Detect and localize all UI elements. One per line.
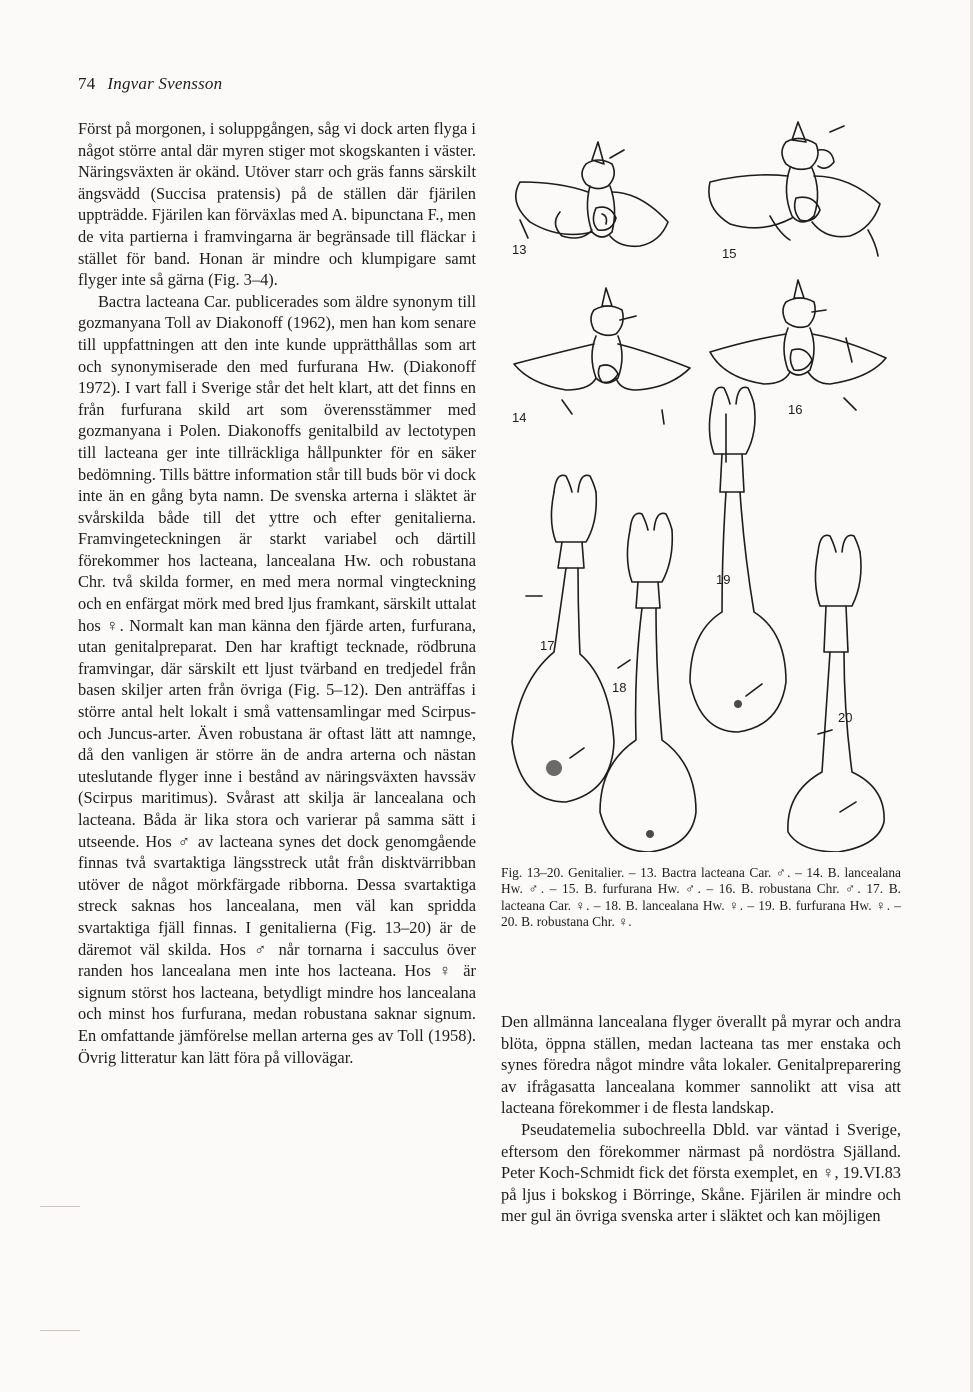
figure-label-20: 20	[838, 710, 853, 725]
genitalia-figure	[500, 112, 900, 852]
paragraph: Pseudatemelia subochreella Dbld. var väntad i Sverige, eftersom den förekommer närmast på nordöstra Själland. Peter Koch-Schmidt fick det första exemplet, en ♀, 19.VI.83 på ljus i bokskog i Börringe, Skåne. Fjärilen är mindre och mer gul än övriga svenska arter i släktet och kan möjligen	[501, 1119, 901, 1226]
left-column	[78, 118, 476, 1068]
right-column	[501, 1011, 901, 1227]
genitalia-drawings	[500, 112, 900, 852]
figure-15-drawing	[709, 122, 880, 256]
figure-label-15: 15	[722, 246, 737, 261]
page-number: 74	[78, 74, 96, 93]
figure-label-18: 18	[612, 680, 627, 695]
paragraph: Först på morgonen, i soluppgången, såg vi dock arten flyga i något större antal där myren stiger mot skogskanten i väster. Näringsväxten är okänd. Utöver starr och gräs fanns särskilt ängsvädd (Succisa pratensis) på de ställen där fjärilen uppträdde. Fjärilen kan förväxlas med A. bipunctana F., men de vita partierna i framvingarna är begränsade till fläckar i stället för band. Honan är mindre och klumpigare samt flyger inte så gärna (Fig. 3–4).	[78, 119, 476, 290]
running-header	[78, 74, 222, 94]
figure-label-16: 16	[788, 402, 803, 417]
margin-mark	[40, 1206, 80, 1207]
figure-label-19: 19	[716, 572, 731, 587]
margin-mark	[40, 1330, 80, 1331]
figure-label-17: 17	[540, 638, 555, 653]
author-name: Ingvar Svensson	[107, 74, 223, 93]
paragraph: Bactra lacteana Car. publicerades som äldre synonym till gozmanyana Toll av Diakonoff (1962), men han kom senare till uppfattningen att den inte kunde upprätthållas som art och synonymiserade den med furfurana Hw. (Diakonoff 1972). I vart fall i Sverige står det helt klart, att det finns en från furfurana skild art som överensstämmer med gozmanyana i Polen. Diakonoffs genitalbild av lectotypen till lacteana ger inte tillräckliga hållpunkter för en säker bedömning. Tills bättre information står till buds bör vi dock inte än en gång byta namn. De svenska arterna i släktet är svårskilda både till det yttre och efter genitalierna. Framvingeteckningen är starkt variabel och därtill förekommer hos lacteana, lancealana Hw. och robustana Chr. två skilda former, en med mera normal vingteckning och en enfärgat mörk med bred ljus framkant, särskilt uttalat hos ♀. Normalt kan man känna den fjärde arten, furfurana, utan genitalpreparat. Den har kraftigt tecknade, rödbruna framvingar, där särskilt ett ljust tvärband en tredjedel från basen skiljer arten från övriga (Fig. 5–12). Den anträffas i större antal helt lokalt i små vattensamlingar med Scirpus- och Juncus-arter. Även robustana är oftast lätt att namnge, då den vanligen är större än de andra arterna och nästan uteslutande flyger inne i bestånd av näringsväxten havssäv (Scirpus maritimus). Svårast att skilja är lancealana och lacteana. Båda är lika stora och varierar på samma sätt i utseende. Hos ♂ av lacteana synes det dock genomgående finnas två svartaktiga längsstreck utåt från disktvärribban utöver de något mörkfärgade ribborna. Dessa svartaktiga streck saknas hos lancealana, men väl kan spridda svartaktiga fjäll finnas. I genitalierna (Fig. 13–20) är de däremot väl skilda. Hos ♂ når tornarna i sacculus över randen hos lancealana men inte hos lacteana. Hos ♀ är signum störst hos lacteana, betydligt mindre hos lancealana och minst hos furfurana, medan robustana saknar signum. En omfattande jämförelse mellan arterna ges av Toll (1958). Övrig litteratur kan lätt föra på villovägar.	[78, 291, 476, 1067]
figure-20-drawing	[788, 535, 884, 852]
figure-label-14: 14	[512, 410, 527, 425]
figure-17-drawing	[512, 475, 614, 802]
figure-14-drawing	[514, 288, 690, 424]
figure-caption: Fig. 13–20. Genitalier. – 13. Bactra lacteana Car. ♂. – 14. B. lancealana Hw. ♂. – 15. B. furfurana Hw. ♂. – 16. B. robustana Chr. ♂. 17. B. lacteana Car. ♀. – 18. B. lancealana Hw. ♀. – 19. B. furfurana Hw. ♀. – 20. B. robustana Chr. ♀.	[501, 865, 901, 930]
paragraph: Den allmänna lancealana flyger överallt på myrar och andra blöta, öppna ställen, medan lacteana tas mer enstaka och synes föredra något mindre våta lokaler. Genitalpreparering av ifrågasatta lancealana kommer sannolikt att visa att lacteana förekommer i de flesta landskap.	[501, 1012, 901, 1118]
figure-label-13: 13	[512, 242, 527, 257]
figure-19-drawing	[690, 387, 786, 732]
figure-16-drawing	[710, 280, 886, 410]
figure-13-drawing	[516, 142, 668, 246]
